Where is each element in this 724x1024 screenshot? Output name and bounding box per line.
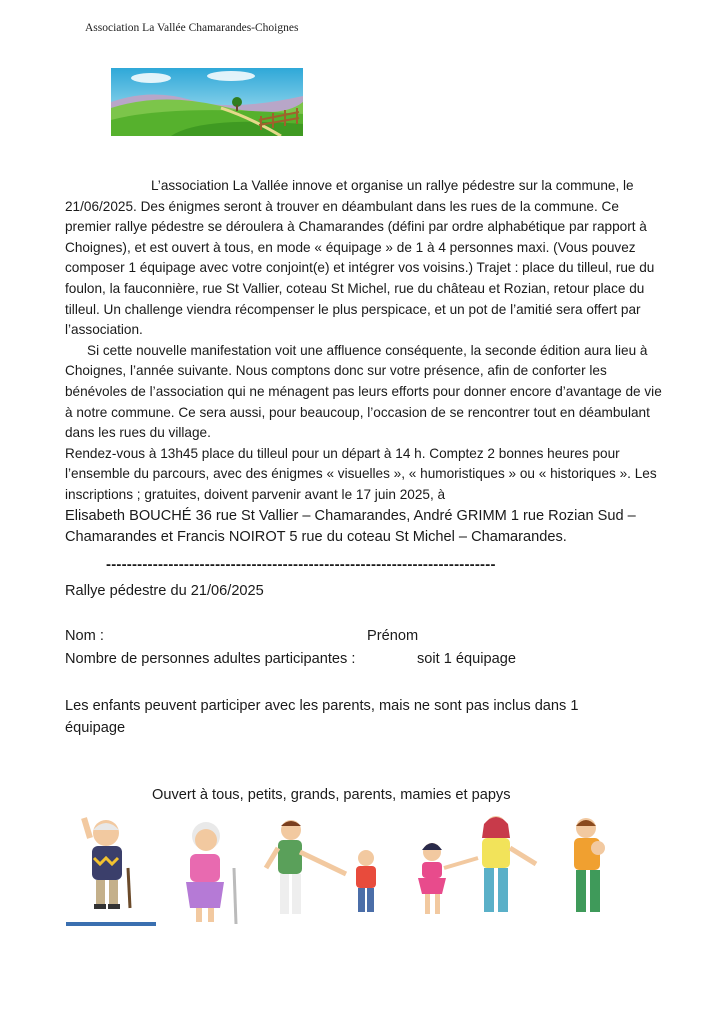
nom-label: Nom : xyxy=(65,628,104,644)
mother-icon xyxy=(482,816,536,912)
father-icon xyxy=(266,820,346,914)
form-title: Rallye pédestre du 21/06/2025 xyxy=(65,583,264,599)
paragraph-intro: L’association La Vallée innove et organise un rallye pédestre sur la commune, le 21/06/2025. Des énigmes seront à trouver en déambulant dans les rues de la commune. Ce premier rallye pédestre se déroulera à Chamarandes (défini par ordre alphabétique par rapport à Choignes), et est ouvert à tous, en mode « équipage » de 1 à 4 personnes maxi. (Vous pouvez composer 1 équipage avec votre conjoint(e) et intégrer vos voisins.) Trajet : place du tilleul, rue du foulon, la fauconnière, rue St Vallier, coteau St Michel, rue du château et Rozian, retour place du tilleul. Un challenge viendra récompenser le plus perspicace, et un pot de l’amitié sera offert par l’association. xyxy=(65,178,655,338)
grandfather-icon xyxy=(66,818,156,926)
paragraph-rendezvous: Rendez-vous à 13h45 place du tilleul pour un départ à 14 h. Comptez 2 bonnes heures pour l’ensemble du parcours, avec des énigmes « visuelles », « humoristiques » ou « historiques ». Les inscriptions ; gratuites, doivent parvenir avant le 17 juin 2025, à xyxy=(65,445,657,502)
paragraph-second-edition: Si cette nouvelle manifestation voit une affluence conséquente, la seconde édition aura lieu à Choignes, l’année suivante. Nous comptons donc sur votre présence, afin de conforter les bénévoles de l’association qui ne ménagent pas leurs efforts pour donner encore d’avantage de vie à notre commune. Ce sera aussi, pour beaucoup, l’occasion de se rencontrer tout en déambulant dans les rues du village. xyxy=(65,342,662,441)
footer-tagline: Ouvert à tous, petits, grands, parents, mamies et papys xyxy=(152,787,511,803)
children-note: Les enfants peuvent participer avec les parents, mais ne sont pas inclus dans 1 équipage xyxy=(65,698,579,736)
prenom-label: Prénom xyxy=(367,628,419,644)
grandmother-icon xyxy=(186,822,236,924)
paragraph-contacts: Elisabeth BOUCHÉ 36 rue St Vallier – Chamarandes, André GRIMM 1 rue Rozian Sud – Chamarandes et Francis NOIROT 5 rue du coteau St Michel – Chamarandes. xyxy=(65,507,636,545)
landscape-banner-image xyxy=(111,68,303,136)
family-illustration xyxy=(66,808,676,928)
team-note: soit 1 équipage xyxy=(417,651,516,667)
announcement-text xyxy=(65,176,665,549)
association-header: Association La Vallée Chamarandes-Choignes xyxy=(85,22,299,34)
cut-line-separator: --------------------------------------------------------------------------- xyxy=(106,556,496,573)
girl-child-icon xyxy=(418,843,478,914)
mother-baby-icon xyxy=(574,818,605,912)
adults-count-label: Nombre de personnes adultes participantes : xyxy=(65,651,356,667)
boy-child-icon xyxy=(356,850,376,912)
